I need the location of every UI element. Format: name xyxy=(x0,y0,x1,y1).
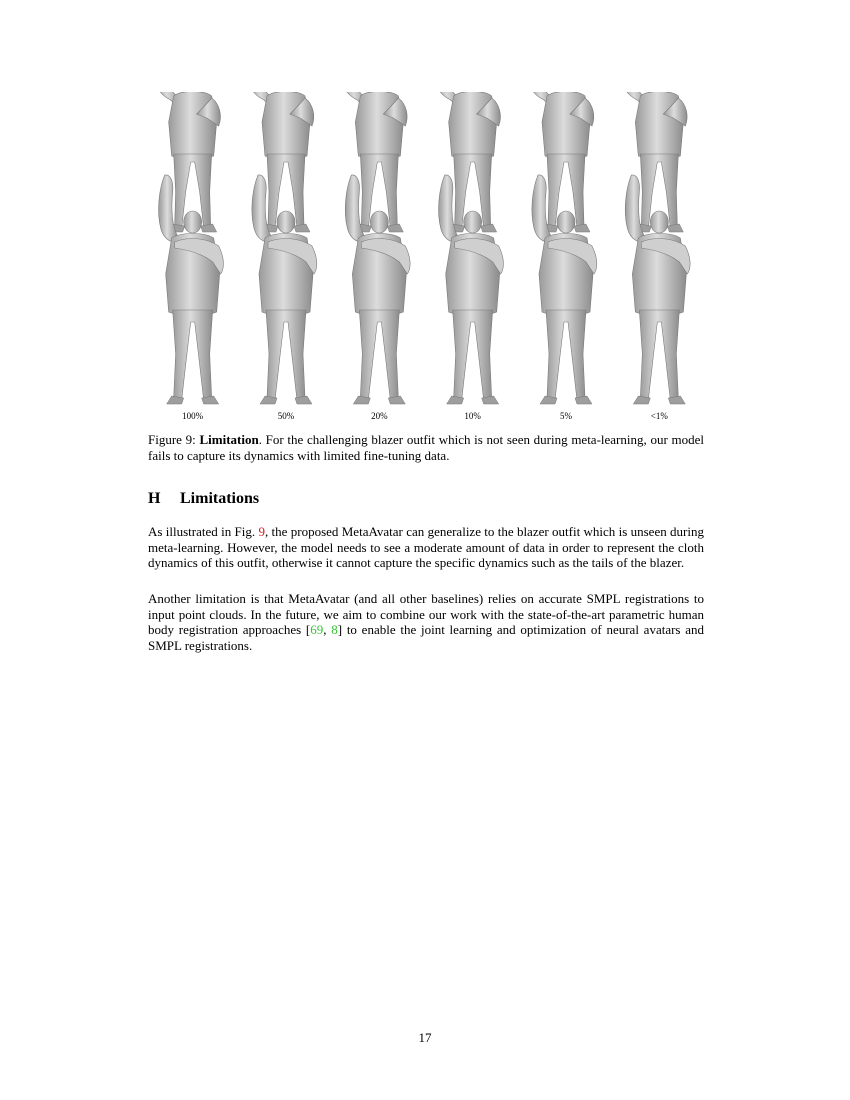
p1-text-2: , the proposed MetaAvatar can generalize to the blazer outfit which is unseen during meta-learning. However, the model needs to see a moderate amount of data in order to represent the cloth dynamics of this outfit, otherwise it cannot capture the specific dynamics such as the tails of the blazer. xyxy=(148,524,704,570)
avatar-render-bottom-6 xyxy=(625,175,690,404)
avatar-render-bottom-1 xyxy=(159,175,224,404)
avatar-render-bottom-3 xyxy=(345,175,410,404)
avatar-render-bottom-4 xyxy=(439,175,504,404)
avatar-row-bottom xyxy=(159,175,691,404)
section-heading xyxy=(148,489,704,509)
avatar-row-top xyxy=(154,92,687,232)
paragraph-2 xyxy=(148,591,704,653)
citation-link-2[interactable]: 8 xyxy=(331,622,338,637)
citation-link-1[interactable]: 69 xyxy=(310,622,324,637)
figure-ref-link[interactable]: 9 xyxy=(258,524,265,539)
p2-sep: , xyxy=(323,622,332,637)
p2-text-1: Another limitation is that MetaAvatar (and all other baselines) relies on accurate SMPL registrations to input point clouds. In the future, we aim to combine our work with the state-of-the-art parametric human body registration approaches [ xyxy=(148,591,704,637)
avatar-render-bottom-5 xyxy=(532,175,597,404)
caption-text: . For the challenging blazer outfit which is not seen during meta-learning, our model fails to capture its dynamics with limited fine-tuning data. xyxy=(148,432,704,463)
column-label-5: 5% xyxy=(560,411,572,421)
section-title: Limitations xyxy=(180,490,260,507)
column-labels xyxy=(146,410,706,424)
column-label-4: 10% xyxy=(464,411,481,421)
column-label-1: 100% xyxy=(182,411,204,421)
caption-bold: Limitation xyxy=(199,432,259,447)
avatar-render-bottom-2 xyxy=(252,175,317,404)
p2-text-2: ] to enable the joint learning and optimization of neural avatars and SMPL registrations. xyxy=(148,622,704,653)
caption-prefix: Figure 9: xyxy=(148,432,200,447)
column-label-2: 50% xyxy=(277,411,295,421)
avatar-grid xyxy=(146,92,706,412)
page-number: 17 xyxy=(418,1030,432,1045)
column-label-6: <1% xyxy=(650,411,668,421)
figure-caption xyxy=(148,432,704,463)
section-number: H xyxy=(148,490,161,507)
paragraph-1 xyxy=(148,524,704,571)
p1-text-1: As illustrated in Fig. xyxy=(148,524,259,539)
column-label-3: 20% xyxy=(371,411,388,421)
figure-9 xyxy=(146,92,706,422)
